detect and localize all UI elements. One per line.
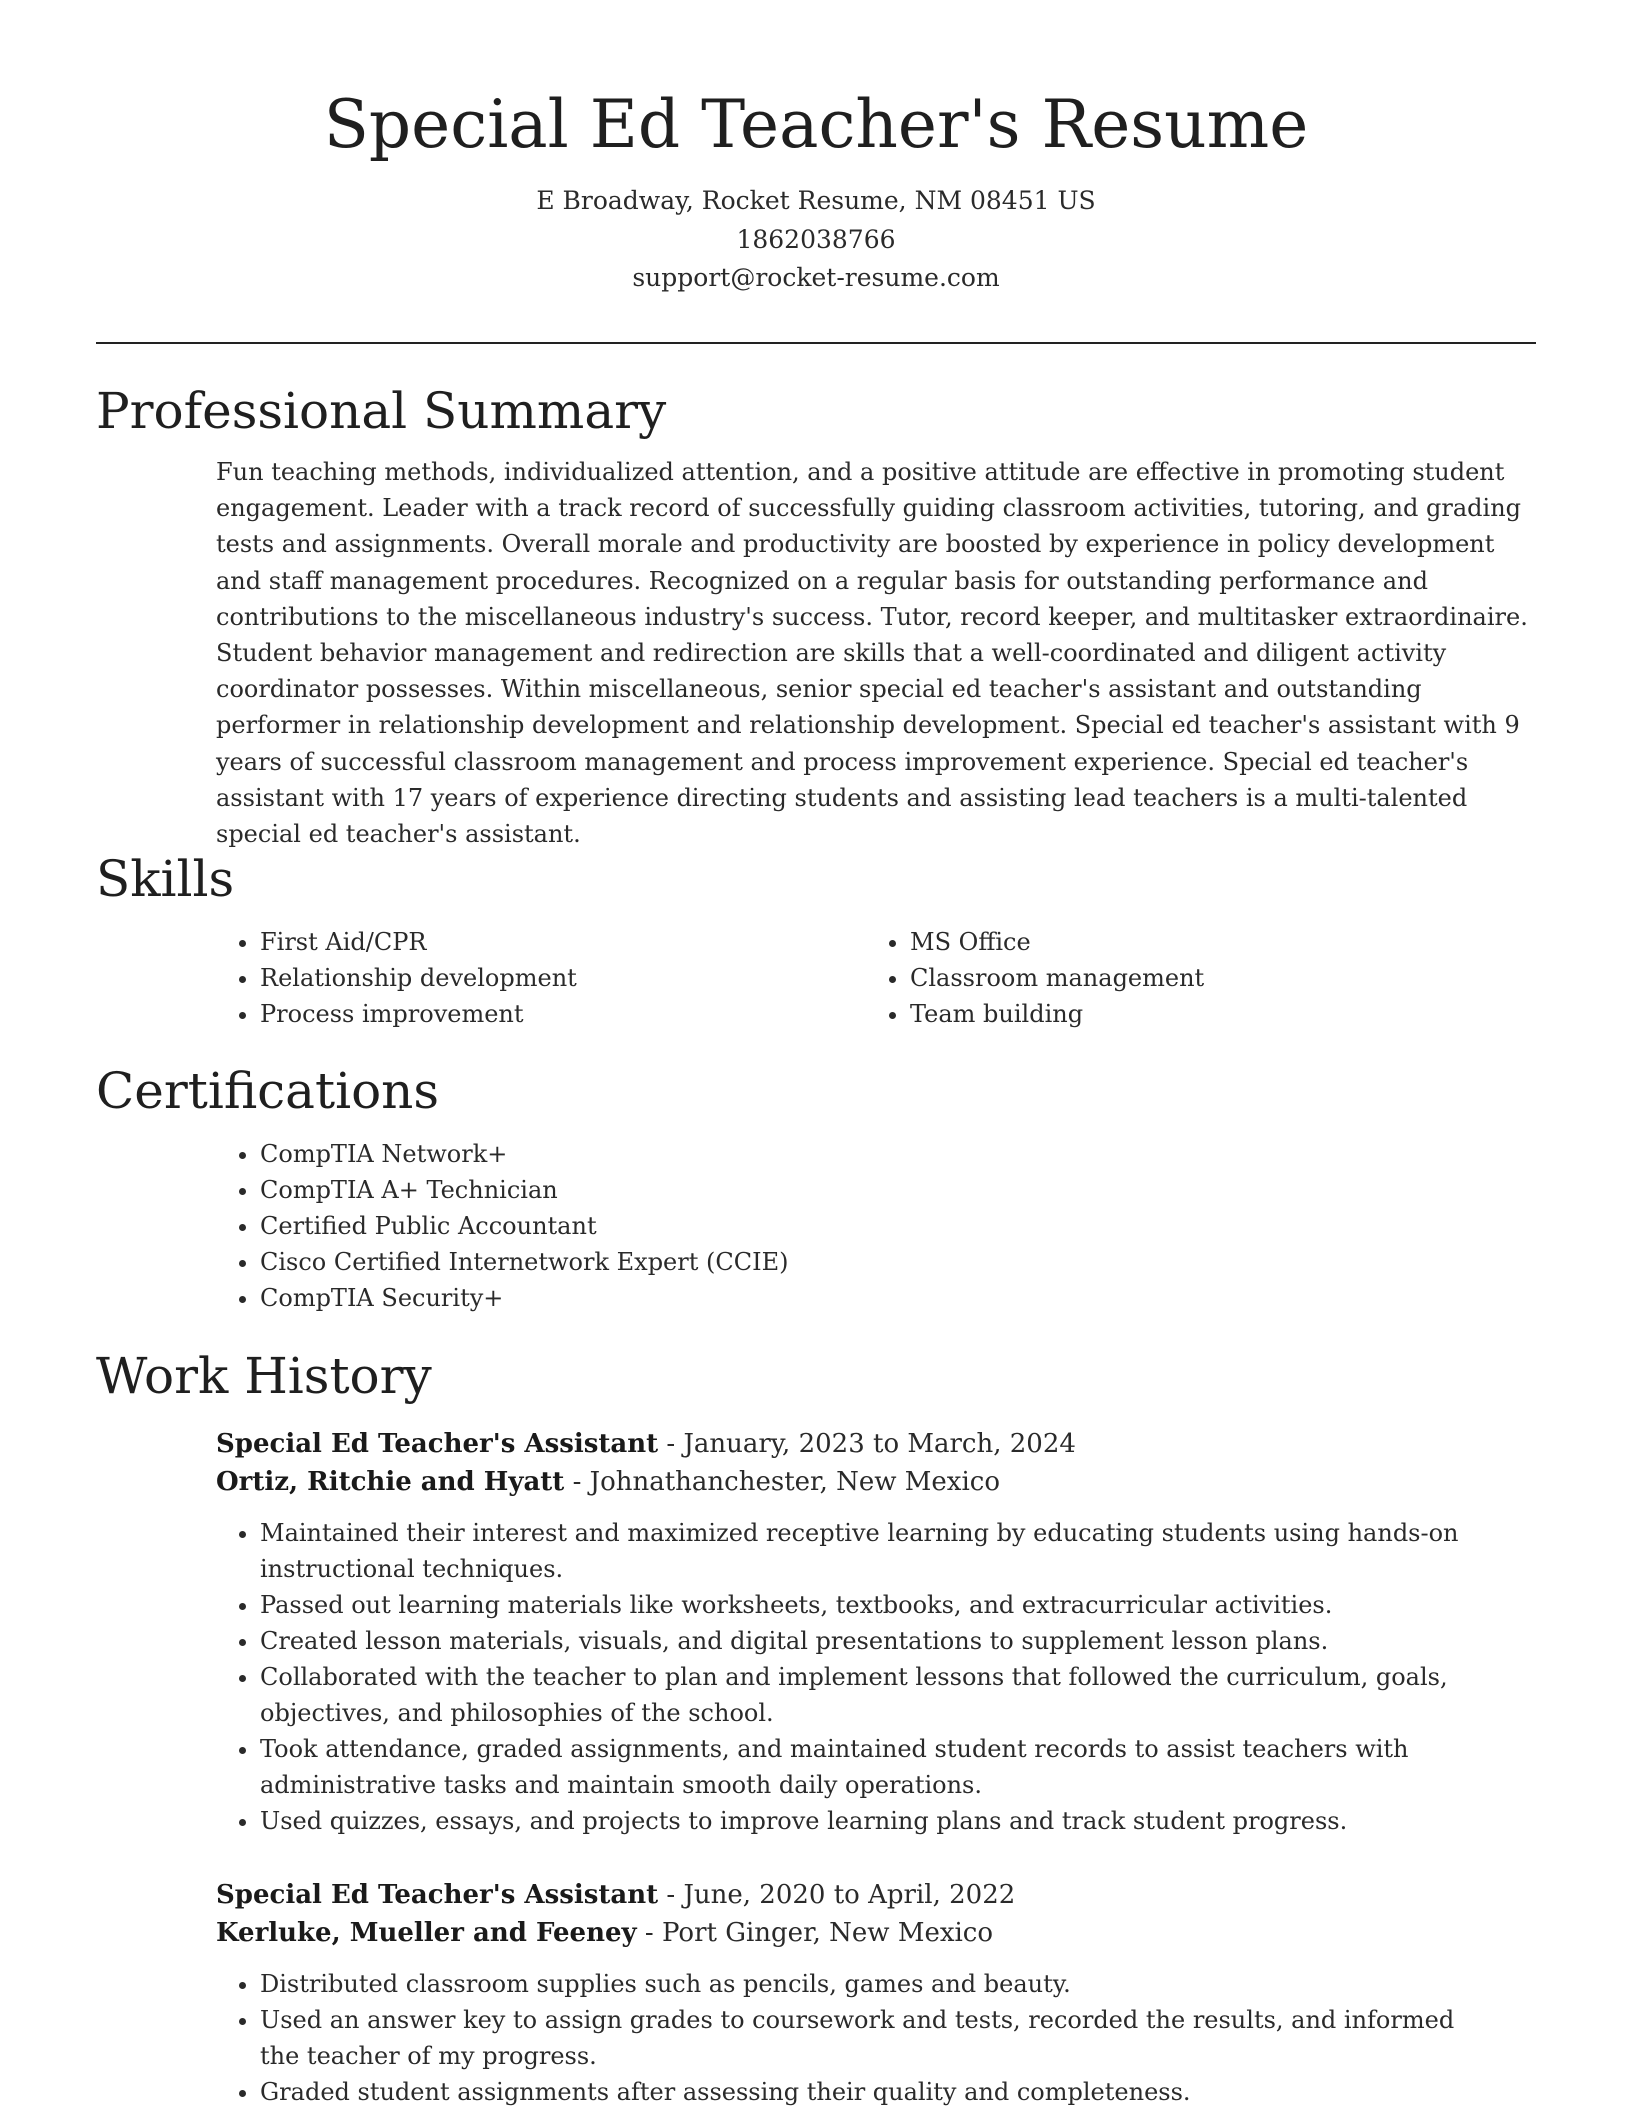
certification-item: • Certified Public Accountant [260, 1208, 1536, 1244]
resume-header [96, 80, 1536, 298]
job-duty-item: • Maintained their interest and maximized receptive learning by educating students using hands-on instructional techniques. [260, 1515, 1500, 1587]
summary-heading: Professional Summary [96, 382, 667, 440]
job-duty-item: • Used an answer key to assign grades to coursework and tests, recorded the results, and informed the teacher of my progress. [260, 2002, 1500, 2074]
skill-item: • Team building [910, 996, 1516, 1032]
skill-item: • Process improvement [260, 996, 866, 1032]
skill-item: • MS Office [910, 924, 1516, 960]
contact-info [96, 182, 1536, 298]
job-duty-item: • Used quizzes, essays, and projects to improve learning plans and track student progress. [260, 1803, 1500, 1839]
contact-phone: 1862038766 [736, 224, 896, 254]
skills-column-right [866, 924, 1516, 1032]
header-divider [96, 342, 1536, 344]
job-title-line [216, 1876, 1536, 1914]
job-dates: January, 2023 to March, 2024 [683, 1429, 1076, 1459]
certifications-list [216, 1136, 1536, 1316]
job-company: Ortiz, Ritchie and Hyatt [216, 1467, 565, 1497]
job-company-separator: - [636, 1918, 662, 1948]
job-title-separator: - [658, 1880, 684, 1910]
job-duty-item: • Took attendance, graded assignments, and maintained student records to assist teachers with administrative tasks and maintain smooth daily operations. [260, 1731, 1500, 1803]
certification-item: • CompTIA A+ Technician [260, 1172, 1536, 1208]
job-duties-list [216, 1515, 1500, 1839]
skill-item: • Classroom management [910, 960, 1516, 996]
summary-text: Fun teaching methods, individualized attention, and a positive attitude are effective in promoting student engagement. Leader with a track record of successfully guiding classroom activities, tutoring, and grading tests and assignments. Overall morale and productivity are boosted by experience in policy development and staff management procedures. Recognized on a regular basis for outstanding performance and contributions to the miscellaneous industry's success. Tutor, record keeper, and multitasker extraordinaire. Student behavior management and redirection are skills that a well-coordinated and diligent activity coordinator possesses. Within miscellaneous, senior special ed teacher's assistant and outstanding performer in relationship development and relationship development. Special ed teacher's assistant with 9 years of successful classroom management and process improvement experience. Special ed teacher's assistant with 17 years of experience directing students and assisting lead teachers is a multi-talented special ed teacher's assistant. [216, 458, 1528, 849]
job-title-line [216, 1425, 1536, 1463]
job-company-line [216, 1914, 1536, 1952]
certification-item: • CompTIA Security+ [260, 1280, 1536, 1316]
job-entry [216, 1876, 1536, 2110]
work-history-section [96, 1345, 1536, 1407]
job-duty-item: • Created lesson materials, visuals, and digital presentations to supplement lesson plans. [260, 1623, 1500, 1659]
job-title: Special Ed Teacher's Assistant [216, 1880, 659, 1910]
contact-address: E Broadway, Rocket Resume, NM 08451 US [536, 186, 1096, 215]
skills-column-left [216, 924, 866, 1032]
skills-section [96, 848, 1536, 1032]
skill-item: • Relationship development [260, 960, 866, 996]
contact-email: support@rocket-resume.com [632, 263, 1000, 292]
job-dates: June, 2020 to April, 2022 [683, 1880, 1016, 1910]
resume-title: Special Ed Teacher's Resume [323, 86, 1309, 163]
job-duty-item: • Graded student assignments after assessing their quality and completeness. [260, 2074, 1500, 2110]
job-location: Johnathanchester, New Mexico [589, 1467, 1000, 1497]
job-duty-item: • Distributed classroom supplies such as pencils, games and beauty. [260, 1966, 1500, 2002]
job-company: Kerluke, Mueller and Feeney [216, 1918, 637, 1948]
job-location: Port Ginger, New Mexico [661, 1918, 994, 1948]
summary-section [96, 380, 1536, 852]
work-history-heading: Work History [96, 1347, 432, 1405]
skill-item: • First Aid/CPR [260, 924, 866, 960]
certifications-heading: Certifications [96, 1062, 440, 1120]
job-title: Special Ed Teacher's Assistant [216, 1429, 659, 1459]
job-company-separator: - [564, 1467, 590, 1497]
job-duties-list [216, 1966, 1500, 2110]
skills-list [216, 924, 1536, 1032]
certifications-section [96, 1060, 1536, 1316]
job-company-line [216, 1463, 1536, 1501]
certification-item: • Cisco Certified Internetwork Expert (CCIE) [260, 1244, 1536, 1280]
job-entry [216, 1425, 1536, 1839]
certification-item: • CompTIA Network+ [260, 1136, 1536, 1172]
job-title-separator: - [658, 1429, 684, 1459]
job-duty-item: • Collaborated with the teacher to plan and implement lessons that followed the curriculum, goals, objectives, and philosophies of the school. [260, 1659, 1500, 1731]
skills-heading: Skills [96, 850, 235, 908]
job-duty-item: • Passed out learning materials like worksheets, textbooks, and extracurricular activities. [260, 1587, 1500, 1623]
